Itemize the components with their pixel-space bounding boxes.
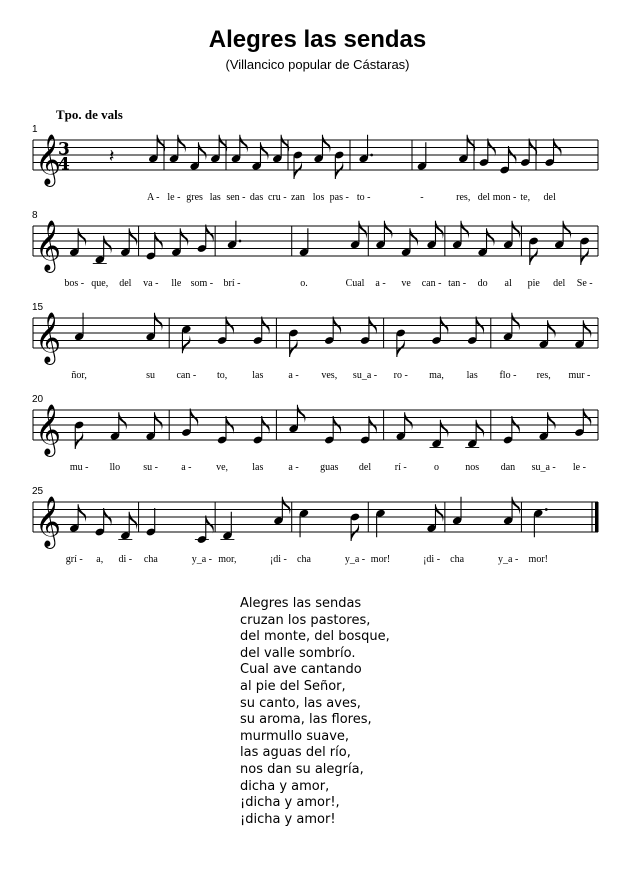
poem-line: ¡dicha y amor!, [240, 795, 340, 811]
lyric-syllable: ¡di - [269, 554, 287, 565]
lyric-syllable: a - [181, 462, 192, 473]
treble-clef: 𝄞 [35, 134, 62, 185]
lyric-syllable: los [312, 192, 325, 203]
lyric-syllable: ve [401, 278, 411, 289]
lyric-syllable: - [420, 192, 424, 203]
note-flag [487, 228, 495, 246]
lyric-syllable: flo - [499, 370, 517, 381]
lyric-syllable: o. [300, 278, 308, 289]
poem-line: del monte, del bosque, [240, 629, 390, 645]
lyric-syllable: Cual [345, 278, 365, 289]
note-flag [155, 313, 163, 331]
lyric-syllable: ñor, [71, 370, 87, 381]
lyric-syllable: res, [536, 370, 551, 381]
lyric-syllable: ve, [216, 462, 229, 473]
note-flag [512, 497, 520, 515]
lyric-syllable: mor! [370, 554, 391, 565]
measure-number: 8 [32, 210, 38, 221]
treble-clef: 𝄞 [35, 220, 62, 271]
lyric-syllable: mor! [528, 554, 549, 565]
poem-line: al pie del Señor, [240, 678, 346, 694]
lyric-syllable: o [433, 462, 439, 473]
note-flag [384, 221, 392, 239]
measure-number: 20 [32, 394, 44, 405]
poem-line: nos dan su alegría, [240, 761, 364, 777]
lyric-syllable: mur - [568, 370, 591, 381]
note-flag [461, 221, 469, 239]
lyric-syllable: rí - [394, 462, 407, 473]
lyric-syllable: que, [91, 278, 109, 289]
lyric-syllable: mor, [218, 554, 237, 565]
lyric-syllable: tan - [448, 278, 467, 289]
note-flag [476, 420, 484, 438]
lyric-syllable: del [119, 278, 132, 289]
lyric-syllable: ¡di - [423, 554, 441, 565]
lyric-syllable: cha [450, 554, 465, 565]
lyric-syllable: ma, [429, 370, 444, 381]
poem-line: dicha y amor, [240, 778, 330, 794]
note-flag [240, 135, 248, 153]
lyric-syllable: res, [456, 192, 471, 203]
lyric-syllable: le - [572, 462, 586, 473]
augmentation-dot [545, 508, 548, 511]
lyric-syllable: pas - [329, 192, 349, 203]
lyric-syllable: del [543, 192, 556, 203]
lyric-syllable: can - [176, 370, 197, 381]
lyric-syllable: las [252, 462, 264, 473]
lyric-syllable: guas [320, 462, 339, 473]
lyrics-poem [240, 596, 390, 828]
lyric-syllable: ro - [393, 370, 408, 381]
note-flag [322, 135, 330, 153]
note-flag [155, 412, 163, 430]
poem-line: su aroma, las flores, [240, 712, 372, 728]
lyric-syllable: mon - [492, 192, 517, 203]
lyric-syllable: cha [297, 554, 311, 565]
augmentation-dot [239, 240, 242, 243]
lyric-syllable: su - [143, 462, 158, 473]
lyric-syllable: va - [143, 278, 159, 289]
note-flag [282, 497, 290, 515]
treble-clef: 𝄞 [35, 404, 62, 455]
treble-clef: 𝄞 [35, 312, 62, 363]
final-barline [595, 502, 599, 532]
note-flag [583, 320, 591, 338]
note-flag [119, 412, 127, 430]
treble-clef: 𝄞 [35, 496, 62, 547]
measure-number: 1 [32, 124, 38, 135]
lyric-syllable: del [553, 278, 566, 289]
song-title: Alegres las sendas [208, 26, 427, 53]
lyric-syllable: A - [147, 192, 160, 203]
note-flag [78, 504, 86, 522]
note-flag [198, 142, 206, 160]
lyric-syllable: gres [186, 192, 203, 203]
poem-line: cruzan los pastores, [240, 612, 371, 628]
measure-number: 25 [32, 486, 44, 497]
note-flag [563, 221, 571, 239]
lyric-syllable: las [252, 370, 264, 381]
note-flag [435, 221, 443, 239]
measure-number: 15 [32, 302, 44, 313]
lyric-syllable: su_a - [531, 462, 556, 473]
lyric-syllable: y_a - [344, 554, 366, 565]
lyric-syllable: y_a - [498, 554, 519, 565]
poem-line: del valle sombrío. [240, 645, 356, 661]
lyric-syllable: som - [190, 278, 214, 289]
note-flag [359, 221, 367, 239]
lyric-syllable: su_a - [352, 370, 378, 381]
lyric-syllable: su [146, 370, 156, 381]
song-subtitle: (Villancico popular de Cástaras) [225, 57, 410, 72]
lyric-syllable: to, [216, 370, 228, 381]
note-flag [180, 228, 188, 246]
lyric-syllable: di - [118, 554, 133, 565]
lyric-syllable: zan [290, 192, 305, 203]
note-flag [548, 412, 556, 430]
note-flag [182, 335, 190, 353]
lyric-syllable: mu - [69, 462, 89, 473]
lyric-syllable: y_a - [191, 554, 213, 565]
lyric-syllable: nos [465, 462, 480, 473]
lyric-syllable: cha [143, 554, 158, 565]
lyric-syllable: llo [109, 462, 121, 473]
lyric-syllable: al [504, 278, 512, 289]
time-signature-top: 3 [58, 139, 70, 160]
note-flag [512, 313, 520, 331]
note-flag [178, 135, 186, 153]
lyric-syllable: las [209, 192, 221, 203]
lyric-syllable: a - [375, 278, 386, 289]
lyric-syllable: to - [356, 192, 371, 203]
lyric-syllable: dan [500, 462, 516, 473]
note-flag [440, 420, 448, 438]
note-flag [435, 504, 443, 522]
lyric-syllable: ves, [321, 370, 338, 381]
note-flag [405, 412, 413, 430]
lyric-syllable: del [477, 192, 491, 203]
lyric-syllable: pie [527, 278, 540, 289]
lyric-syllable: te, [520, 192, 531, 203]
lyric-syllable: Se - [576, 278, 593, 289]
note-flag [548, 320, 556, 338]
note-flag [512, 221, 520, 239]
lyric-syllable: a - [288, 370, 299, 381]
poem-line: su canto, las aves, [240, 695, 361, 711]
lyric-syllable: do [477, 278, 488, 289]
quarter-rest: 𝄽 [108, 146, 115, 167]
lyric-syllable: a - [288, 462, 299, 473]
lyric-syllable: brí - [223, 278, 241, 289]
poem-line: murmullo suave, [240, 728, 350, 744]
poem-line: Cual ave cantando [240, 662, 362, 678]
note-flag [129, 512, 137, 530]
lyric-syllable: lle [171, 278, 182, 289]
lyric-syllable: das [249, 192, 264, 203]
poem-line: ¡dicha y amor! [240, 811, 336, 827]
time-signature-bottom: 4 [58, 154, 70, 175]
note-flag [129, 228, 137, 246]
note-flag [297, 405, 305, 423]
lyric-syllable: le - [167, 192, 181, 203]
lyric-syllable: sen - [226, 192, 246, 203]
lyric-syllable: grí - [65, 554, 83, 565]
tempo-marking: Tpo. de vals [56, 107, 123, 122]
note-flag [410, 228, 418, 246]
augmentation-dot [370, 154, 373, 157]
lyric-syllable: del [358, 462, 372, 473]
lyric-syllable: a, [96, 554, 104, 565]
poem-line: las aguas del río, [240, 745, 351, 761]
lyric-syllable: las [466, 370, 478, 381]
lyric-syllable: bos - [64, 278, 85, 289]
note-flag [104, 236, 112, 254]
lyric-syllable: can - [421, 278, 442, 289]
lyric-syllable: cru - [267, 192, 287, 203]
note-flag [78, 228, 86, 246]
note-flag [260, 142, 268, 160]
poem-line: Alegres las sendas [240, 596, 362, 611]
